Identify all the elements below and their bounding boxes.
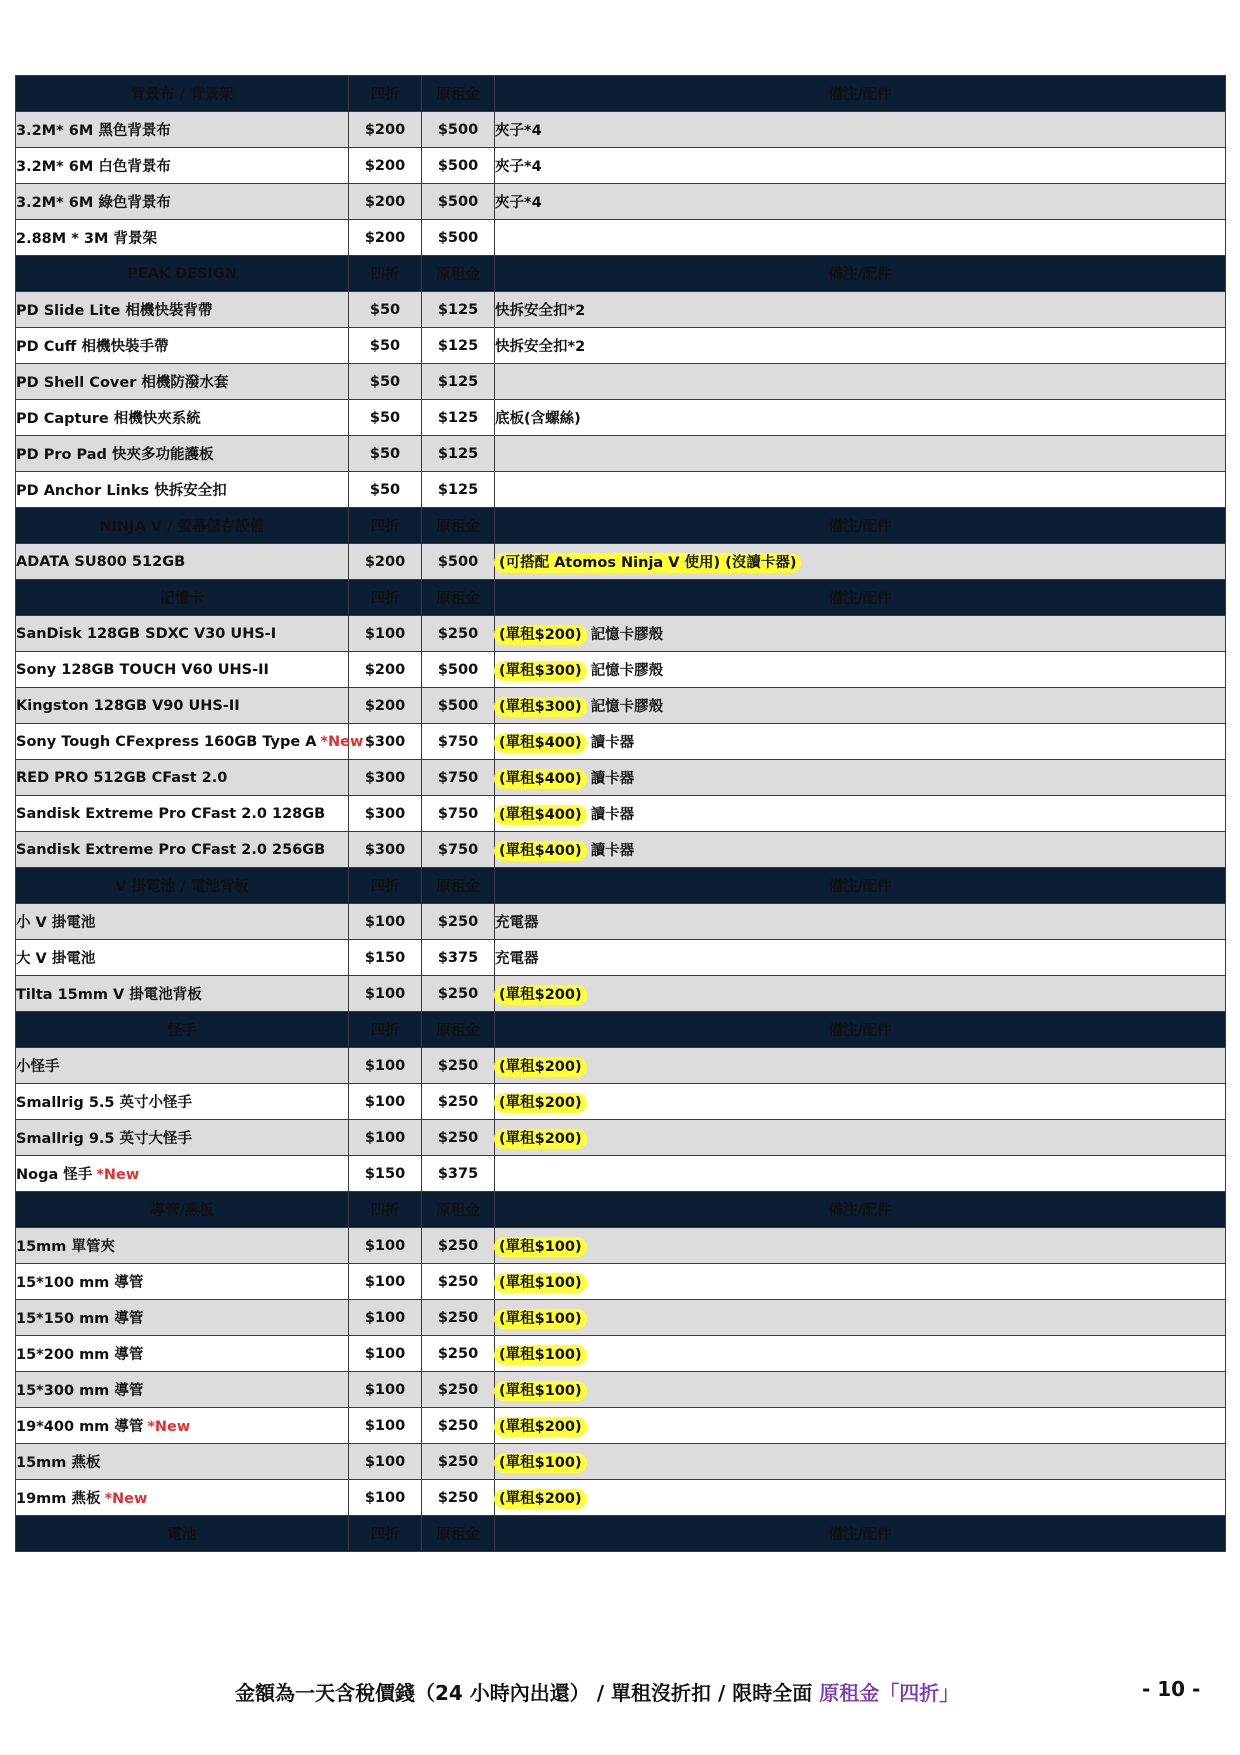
discount-price: $100 [349,1084,422,1120]
column-original-header: 原租金 [422,1012,495,1048]
section [16,580,1226,868]
table-row [16,400,1226,436]
column-discount-header: 四折 [349,508,422,544]
discount-price: $100 [349,1372,422,1408]
notes-cell [495,292,1226,328]
section-title: PEAK DESIGN [16,256,349,292]
item-name-cell [16,652,349,688]
section-title: 怪手 [16,1012,349,1048]
notes-cell [495,1300,1226,1336]
notes-cell [495,1048,1226,1084]
item-name-cell [16,616,349,652]
original-price: $250 [422,1228,495,1264]
column-original-header: 原租金 [422,580,495,616]
accessory-note: 讀卡器 [590,735,635,751]
accessory-note: 充電器 [495,915,539,931]
item-name: 15*100 mm 導管 [16,1275,144,1291]
notes-cell [495,904,1226,940]
table-row [16,112,1226,148]
column-notes-header: 備注/配件 [495,1192,1226,1228]
section-title: 導管/燕板 [16,1192,349,1228]
original-price: $500 [422,220,495,256]
discount-price: $200 [349,184,422,220]
column-discount-header: 四折 [349,1192,422,1228]
item-name: PD Capture 相機快夾系統 [16,411,201,427]
item-name-cell [16,832,349,868]
original-price: $250 [422,904,495,940]
notes-cell [495,472,1226,508]
item-name-cell [16,688,349,724]
single-rent-highlight: (單租$300) [495,662,586,680]
notes-cell [495,976,1226,1012]
table-row [16,1048,1226,1084]
single-rent-highlight: (單租$200) [495,1094,586,1112]
notes-cell [495,652,1226,688]
accessory-note: 底板(含螺絲) [495,411,581,427]
notes-cell [495,616,1226,652]
item-name-cell [16,940,349,976]
item-name: Sandisk Extreme Pro CFast 2.0 256GB [16,841,326,858]
item-name-cell [16,292,349,328]
discount-price: $100 [349,616,422,652]
item-name: PD Cuff 相機快裝手帶 [16,339,169,355]
section-header [16,1192,1226,1228]
table-row [16,652,1226,688]
table-row [16,976,1226,1012]
table-row [16,760,1226,796]
column-original-header: 原租金 [422,1516,495,1552]
section-title: 背景布 / 背景架 [16,76,349,112]
item-name: Sony Tough CFexpress 160GB Type A [16,733,317,750]
table-row [16,1120,1226,1156]
discount-price: $100 [349,1120,422,1156]
original-price: $500 [422,544,495,580]
table-row [16,1156,1226,1192]
original-price: $250 [422,616,495,652]
notes-cell [495,940,1226,976]
single-rent-highlight: (單租$200) [495,1418,586,1436]
item-name-cell [16,112,349,148]
original-price: $375 [422,1156,495,1192]
original-price: $750 [422,832,495,868]
item-name: 大 V 掛電池 [16,951,96,967]
item-name-cell [16,904,349,940]
single-rent-highlight: (單租$100) [495,1454,586,1472]
item-name: 19mm 燕板 [16,1491,101,1507]
item-name-cell [16,148,349,184]
item-name: Kingston 128GB V90 UHS-II [16,697,240,714]
column-notes-header: 備注/配件 [495,76,1226,112]
table-row [16,292,1226,328]
item-name: 15mm 單管夾 [16,1239,115,1255]
footer-note [235,1677,959,1706]
item-name: 15*150 mm 導管 [16,1311,144,1327]
notes-cell [495,544,1226,580]
column-notes-header: 備注/配件 [495,508,1226,544]
column-notes-header: 備注/配件 [495,256,1226,292]
original-price: $125 [422,472,495,508]
item-name-cell [16,1048,349,1084]
item-name-cell [16,184,349,220]
column-discount-header: 四折 [349,256,422,292]
notes-cell [495,112,1226,148]
discount-price: $50 [349,472,422,508]
single-rent-highlight: (單租$100) [495,1310,586,1328]
table-row [16,1444,1226,1480]
table-row [16,1228,1226,1264]
table-row [16,472,1226,508]
item-name: PD Anchor Links 快拆安全扣 [16,483,227,499]
table-row [16,328,1226,364]
table-row [16,220,1226,256]
table-row [16,148,1226,184]
discount-price: $200 [349,652,422,688]
accessory-note: 夾子*4 [495,195,542,211]
discount-price: $200 [349,148,422,184]
notes-cell [495,364,1226,400]
discount-price: $100 [349,1228,422,1264]
notes-cell [495,1084,1226,1120]
section-header [16,1012,1226,1048]
column-discount-header: 四折 [349,76,422,112]
notes-cell [495,724,1226,760]
original-price: $125 [422,400,495,436]
notes-cell [495,1336,1226,1372]
notes-cell [495,796,1226,832]
discount-price: $300 [349,760,422,796]
table-row [16,688,1226,724]
item-name: RED PRO 512GB CFast 2.0 [16,769,228,786]
original-price: $500 [422,688,495,724]
item-name: SanDisk 128GB SDXC V30 UHS-I [16,625,277,642]
notes-cell [495,436,1226,472]
original-price: $250 [422,1300,495,1336]
table-row [16,1084,1226,1120]
item-name-cell [16,1228,349,1264]
item-name-cell [16,1120,349,1156]
single-rent-highlight: (單租$200) [495,986,586,1004]
discount-price: $100 [349,1480,422,1516]
section-header [16,580,1226,616]
original-price: $250 [422,1480,495,1516]
item-name: PD Slide Lite 相機快裝背帶 [16,303,213,319]
item-name-cell [16,220,349,256]
single-rent-highlight: (單租$200) [495,626,586,644]
discount-price: $100 [349,1336,422,1372]
discount-price: $100 [349,976,422,1012]
section [16,508,1226,580]
footer-accent: 原租金「四折」 [819,1681,960,1705]
item-name-cell [16,976,349,1012]
item-name: 15mm 燕板 [16,1455,101,1471]
table-row [16,544,1226,580]
discount-price: $100 [349,1408,422,1444]
item-name: 3.2M* 6M 白色背景布 [16,159,171,175]
accessory-note: 快拆安全扣*2 [495,339,586,355]
new-badge: *New [320,733,364,750]
column-original-header: 原租金 [422,256,495,292]
single-rent-highlight: (單租$400) [495,734,586,752]
discount-price: $100 [349,904,422,940]
notes-cell [495,1444,1226,1480]
item-name-cell [16,796,349,832]
table-row [16,1408,1226,1444]
table-row [16,724,1226,760]
column-notes-header: 備注/配件 [495,1012,1226,1048]
section-header [16,256,1226,292]
original-price: $250 [422,1372,495,1408]
original-price: $500 [422,184,495,220]
item-name: PD Shell Cover 相機防潑水套 [16,375,229,391]
page-number: - 10 - [1142,1677,1201,1701]
discount-price: $50 [349,436,422,472]
table-row [16,616,1226,652]
table-row [16,796,1226,832]
new-badge: *New [96,1167,140,1183]
notes-cell [495,148,1226,184]
table-row [16,1480,1226,1516]
table-row [16,1300,1226,1336]
discount-price: $150 [349,1156,422,1192]
accessory-note: 讀卡器 [590,843,635,859]
original-price: $500 [422,652,495,688]
single-rent-highlight: (單租$400) [495,842,586,860]
single-rent-highlight: (單租$200) [495,1490,586,1508]
item-name: Noga 怪手 [16,1167,93,1183]
item-name: 19*400 mm 導管 [16,1419,144,1435]
item-name: 2.88M * 3M 背景架 [16,231,157,247]
item-name: 15*300 mm 導管 [16,1383,144,1399]
section-title: V 掛電池 / 電池背板 [16,868,349,904]
single-rent-highlight: (單租$100) [495,1346,586,1364]
original-price: $250 [422,1120,495,1156]
item-name: 小 V 掛電池 [16,915,96,931]
column-notes-header: 備注/配件 [495,868,1226,904]
item-name-cell [16,1480,349,1516]
discount-price: $200 [349,112,422,148]
item-name: Tilta 15mm V 掛電池背板 [16,987,202,1003]
single-rent-highlight: (單租$300) [495,698,586,716]
notes-cell [495,1480,1226,1516]
notes-cell [495,400,1226,436]
discount-price: $50 [349,400,422,436]
column-discount-header: 四折 [349,868,422,904]
column-original-header: 原租金 [422,76,495,112]
accessory-note: 夾子*4 [495,123,542,139]
item-name: ADATA SU800 512GB [16,553,186,570]
section-header [16,76,1226,112]
item-name-cell [16,1372,349,1408]
table-row [16,904,1226,940]
column-original-header: 原租金 [422,868,495,904]
item-name-cell [16,364,349,400]
section [16,256,1226,508]
section-header [16,1516,1226,1552]
original-price: $125 [422,364,495,400]
original-price: $750 [422,796,495,832]
item-name-cell [16,1300,349,1336]
price-table [15,75,1226,1552]
table-row [16,184,1226,220]
accessory-note: 記憶卡膠殼 [590,663,664,679]
item-name-cell [16,1444,349,1480]
item-name-cell [16,760,349,796]
notes-cell [495,1264,1226,1300]
accessory-note: 快拆安全扣*2 [495,303,586,319]
original-price: $125 [422,436,495,472]
original-price: $250 [422,1084,495,1120]
discount-price: $50 [349,328,422,364]
discount-price: $200 [349,688,422,724]
item-name: 小怪手 [16,1059,60,1075]
original-price: $250 [422,1444,495,1480]
single-rent-highlight: (單租$100) [495,1274,586,1292]
discount-price: $200 [349,220,422,256]
discount-price: $100 [349,1444,422,1480]
original-price: $250 [422,1048,495,1084]
new-badge: *New [104,1491,148,1507]
discount-price: $300 [349,832,422,868]
column-discount-header: 四折 [349,1516,422,1552]
item-name-cell [16,328,349,364]
table-row [16,364,1226,400]
item-name-cell [16,436,349,472]
section [16,1516,1226,1552]
section [16,1192,1226,1516]
discount-price: $50 [349,364,422,400]
original-price: $125 [422,328,495,364]
original-price: $375 [422,940,495,976]
single-rent-highlight: (單租$100) [495,1238,586,1256]
single-rent-highlight: (單租$400) [495,770,586,788]
accessory-note: 夾子*4 [495,159,542,175]
column-original-header: 原租金 [422,508,495,544]
notes-cell [495,832,1226,868]
single-rent-highlight: (單租$200) [495,1058,586,1076]
accessory-note: 記憶卡膠殼 [590,699,664,715]
original-price: $750 [422,760,495,796]
accessory-note: 讀卡器 [590,771,635,787]
table-row [16,436,1226,472]
section [16,1012,1226,1192]
notes-cell [495,184,1226,220]
discount-price: $150 [349,940,422,976]
original-price: $250 [422,1264,495,1300]
notes-cell [495,1228,1226,1264]
section-title: 電池 [16,1516,349,1552]
section-title: 記憶卡 [16,580,349,616]
footer-note-text: 金額為一天含稅價錢（24 小時內出還） / 單租沒折扣 / 限時全面 [235,1681,820,1705]
section-header [16,868,1226,904]
discount-price: $50 [349,292,422,328]
item-name: Smallrig 5.5 英寸小怪手 [16,1095,193,1111]
discount-price: $100 [349,1300,422,1336]
section [16,76,1226,256]
accessory-note: 記憶卡膠殼 [590,627,664,643]
original-price: $250 [422,976,495,1012]
notes-cell [495,1156,1226,1192]
item-name: 3.2M* 6M 綠色背景布 [16,195,171,211]
single-rent-highlight: (單租$400) [495,806,586,824]
item-name-cell [16,400,349,436]
single-rent-highlight: (單租$100) [495,1382,586,1400]
accessory-note: 充電器 [495,951,539,967]
original-price: $250 [422,1408,495,1444]
notes-cell [495,220,1226,256]
single-rent-highlight: (可搭配 Atomos Ninja V 使用) (沒讀卡器) [495,554,800,572]
accessory-note: 讀卡器 [590,807,635,823]
notes-cell [495,1408,1226,1444]
item-name: 3.2M* 6M 黑色背景布 [16,123,171,139]
notes-cell [495,688,1226,724]
table-row [16,1264,1226,1300]
original-price: $125 [422,292,495,328]
column-discount-header: 四折 [349,580,422,616]
item-name-cell [16,1264,349,1300]
item-name-cell [16,544,349,580]
item-name: Sandisk Extreme Pro CFast 2.0 128GB [16,805,326,822]
original-price: $750 [422,724,495,760]
original-price: $500 [422,148,495,184]
table-row [16,1336,1226,1372]
notes-cell [495,1372,1226,1408]
new-badge: *New [147,1419,191,1435]
item-name-cell [16,1156,349,1192]
column-notes-header: 備注/配件 [495,580,1226,616]
discount-price: $200 [349,544,422,580]
discount-price: $100 [349,1264,422,1300]
item-name: PD Pro Pad 快夾多功能護板 [16,447,214,463]
original-price: $250 [422,1336,495,1372]
section-header [16,508,1226,544]
notes-cell [495,328,1226,364]
column-discount-header: 四折 [349,1012,422,1048]
table-row [16,1372,1226,1408]
item-name: 15*200 mm 導管 [16,1347,144,1363]
single-rent-highlight: (單租$200) [495,1130,586,1148]
item-name: Sony 128GB TOUCH V60 UHS-II [16,661,269,678]
section [16,868,1226,1012]
table-row [16,940,1226,976]
item-name: Smallrig 9.5 英寸大怪手 [16,1131,193,1147]
notes-cell [495,760,1226,796]
discount-price: $300 [349,724,422,760]
item-name-cell [16,1336,349,1372]
table-row [16,832,1226,868]
item-name-cell [16,1408,349,1444]
discount-price: $100 [349,1048,422,1084]
section-title: NINJA V / 螢幕儲存設備 [16,508,349,544]
original-price: $500 [422,112,495,148]
item-name-cell [16,724,364,760]
item-name-cell [16,472,349,508]
notes-cell [495,1120,1226,1156]
column-notes-header: 備注/配件 [495,1516,1226,1552]
discount-price: $300 [349,796,422,832]
column-original-header: 原租金 [422,1192,495,1228]
item-name-cell [16,1084,349,1120]
